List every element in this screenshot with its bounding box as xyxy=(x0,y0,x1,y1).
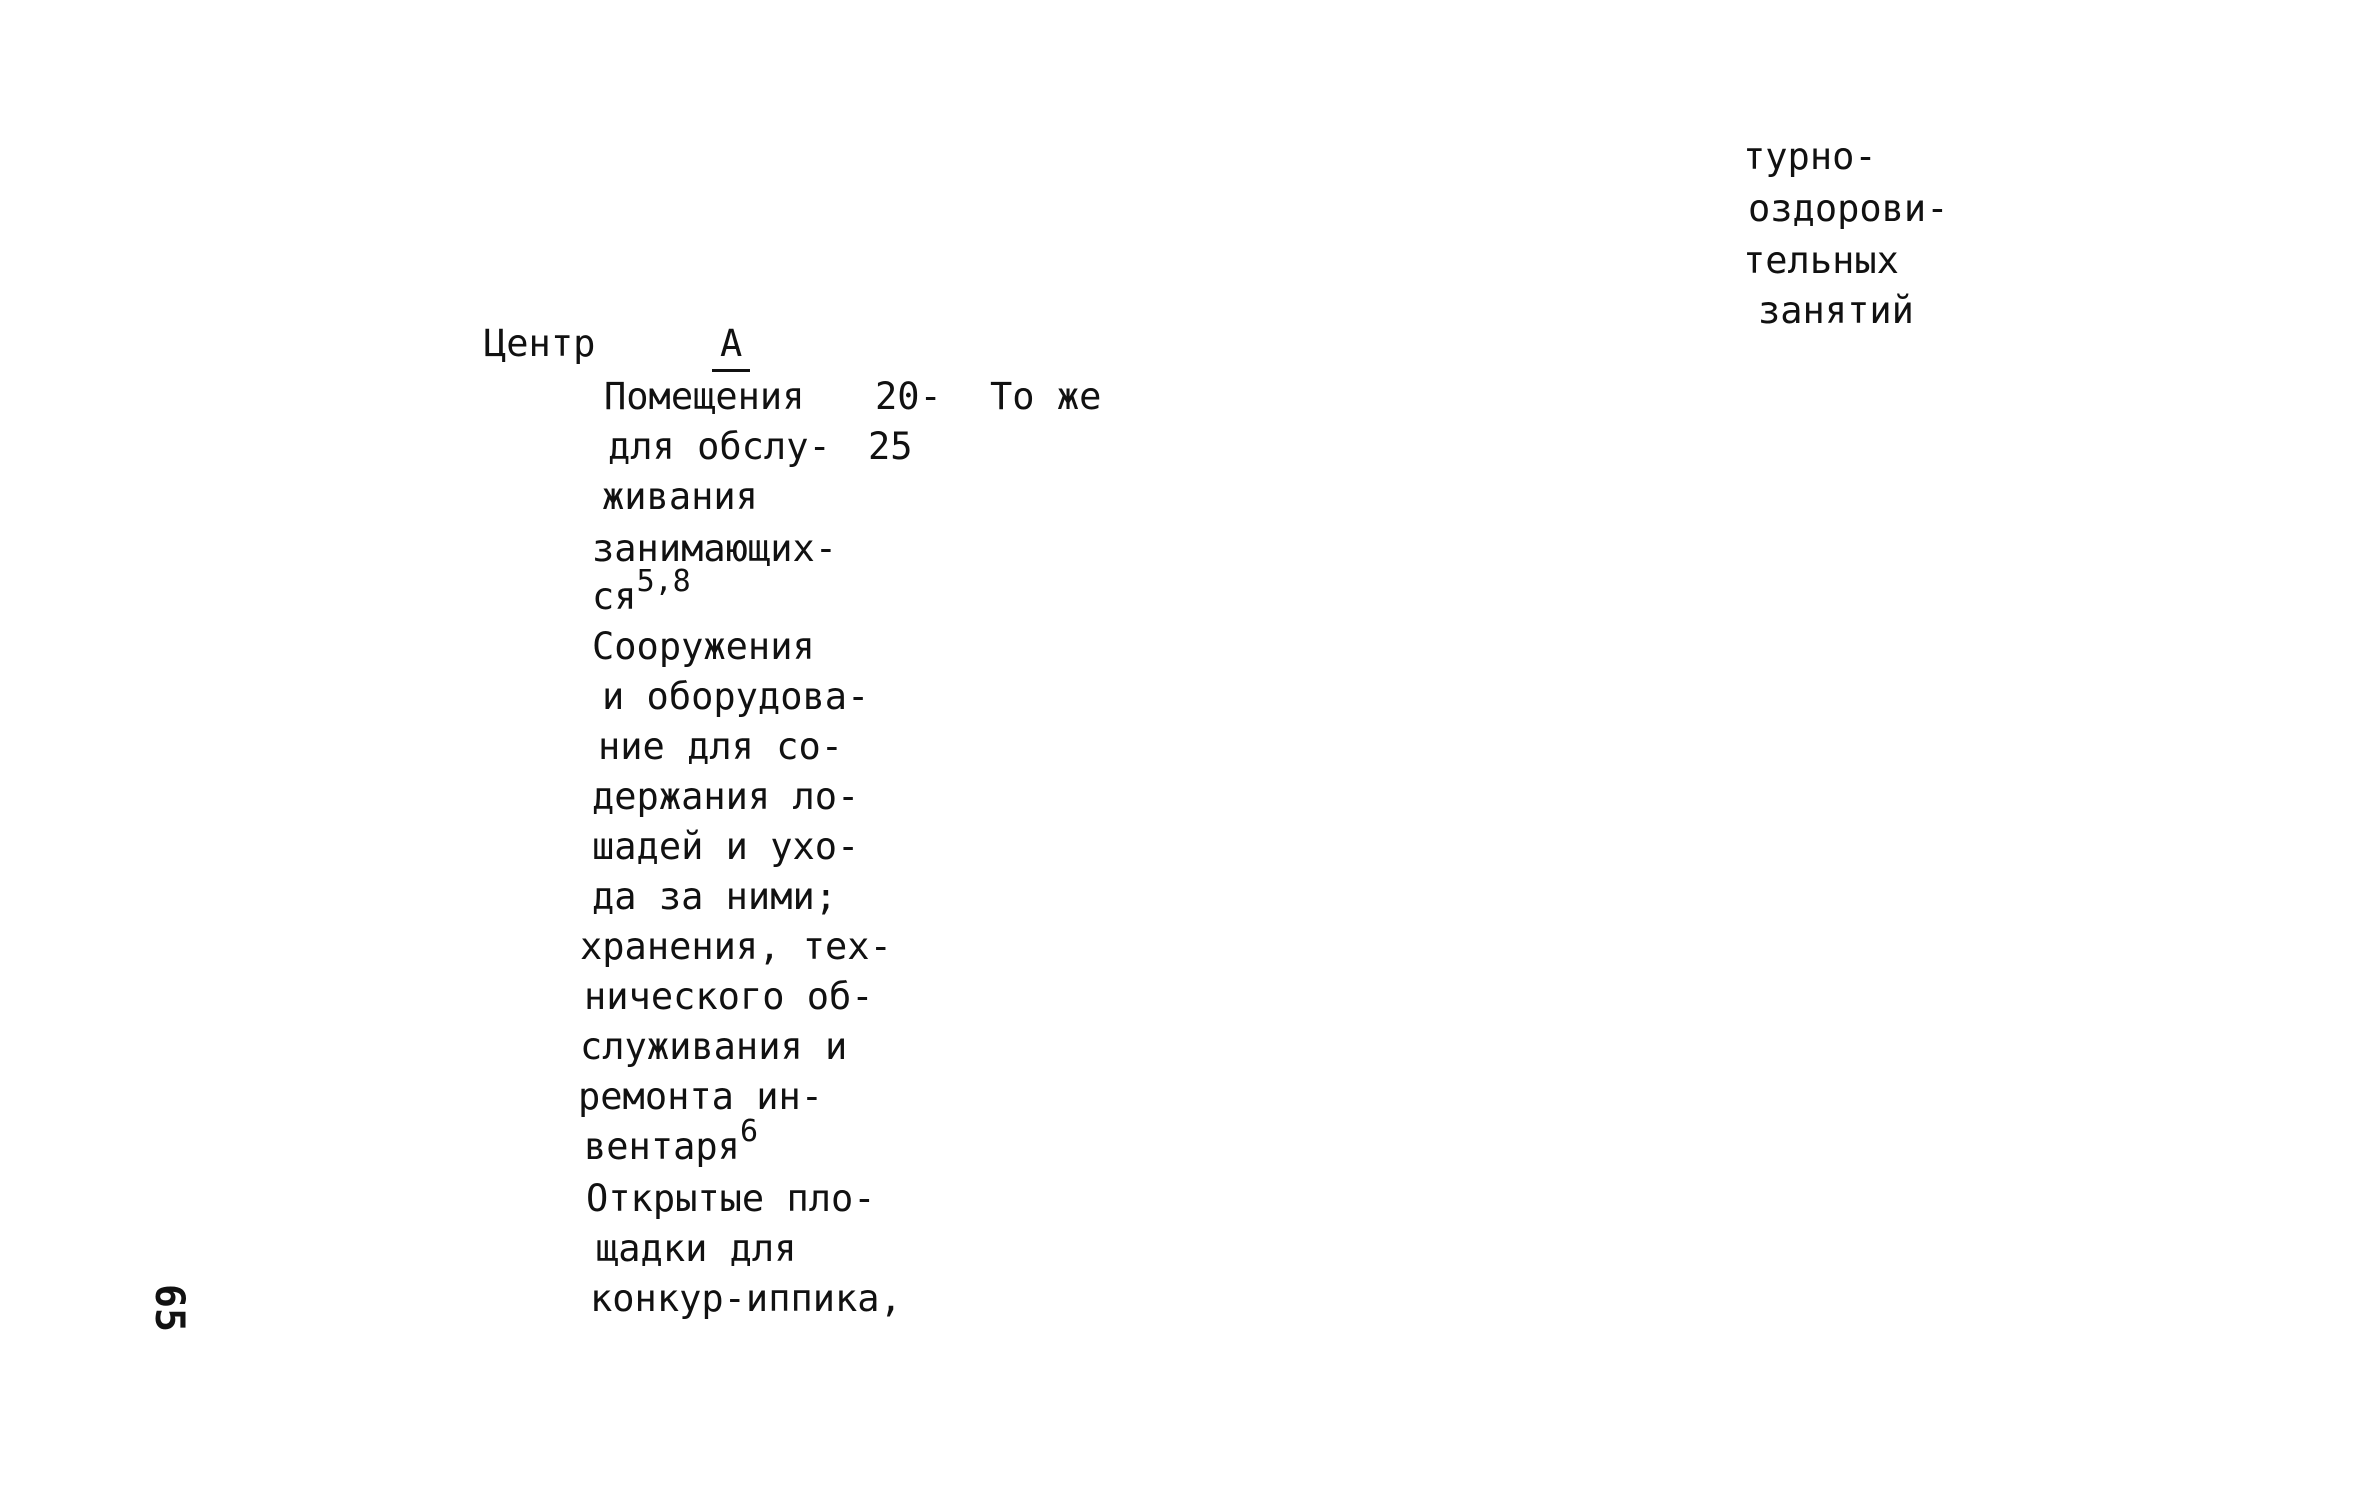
structures-line-1: Сооружения xyxy=(592,625,815,668)
entry-name-line-1: Помещения xyxy=(604,375,805,418)
structures-line-2: и оборудова- xyxy=(602,675,870,718)
open-areas-line-3: конкур-иппика, xyxy=(590,1277,902,1320)
entry-note: То же xyxy=(990,375,1102,418)
structures-line-7: хранения, тех- xyxy=(580,925,892,968)
structures-line-9: служивания и xyxy=(580,1025,848,1068)
center-heading-category xyxy=(712,322,750,365)
entry-name-line-3: живания xyxy=(602,475,758,518)
structures-footnote: 6 xyxy=(739,1114,758,1149)
category-letter: А xyxy=(712,322,750,372)
structures-line-4: держания ло- xyxy=(592,775,860,818)
entry-name-line-4: занимающих- xyxy=(592,527,838,570)
page-number: 65 xyxy=(146,1283,193,1333)
structures-last: вентаря xyxy=(584,1125,740,1168)
open-areas-line-1: Открытые пло- xyxy=(586,1177,876,1220)
entry-name-last: ся xyxy=(592,575,637,618)
entry-footnote: 5,8 xyxy=(636,564,691,599)
entry-name-line-2: для обслу- xyxy=(608,425,831,468)
entry-value-line-2: 25 xyxy=(868,425,913,468)
top-right-line-4: занятий xyxy=(1758,289,1914,332)
center-heading-label: Центр xyxy=(484,322,596,365)
structures-line-8: нического об- xyxy=(584,975,874,1018)
structures-line-5: шадей и ухо- xyxy=(592,825,860,868)
structures-line-3: ние для со- xyxy=(598,725,844,768)
structures-line-11 xyxy=(584,1114,758,1168)
structures-line-6: да за ними; xyxy=(592,875,838,918)
entry-value-line-1: 20- xyxy=(875,375,942,418)
top-right-line-3: тельных xyxy=(1743,239,1899,282)
entry-name-line-5 xyxy=(592,564,691,618)
top-right-line-1: турно- xyxy=(1743,135,1877,178)
top-right-line-2: оздорови- xyxy=(1748,187,1949,230)
structures-line-10: ремонта ин- xyxy=(578,1075,824,1118)
open-areas-line-2: щадки для xyxy=(596,1227,797,1270)
